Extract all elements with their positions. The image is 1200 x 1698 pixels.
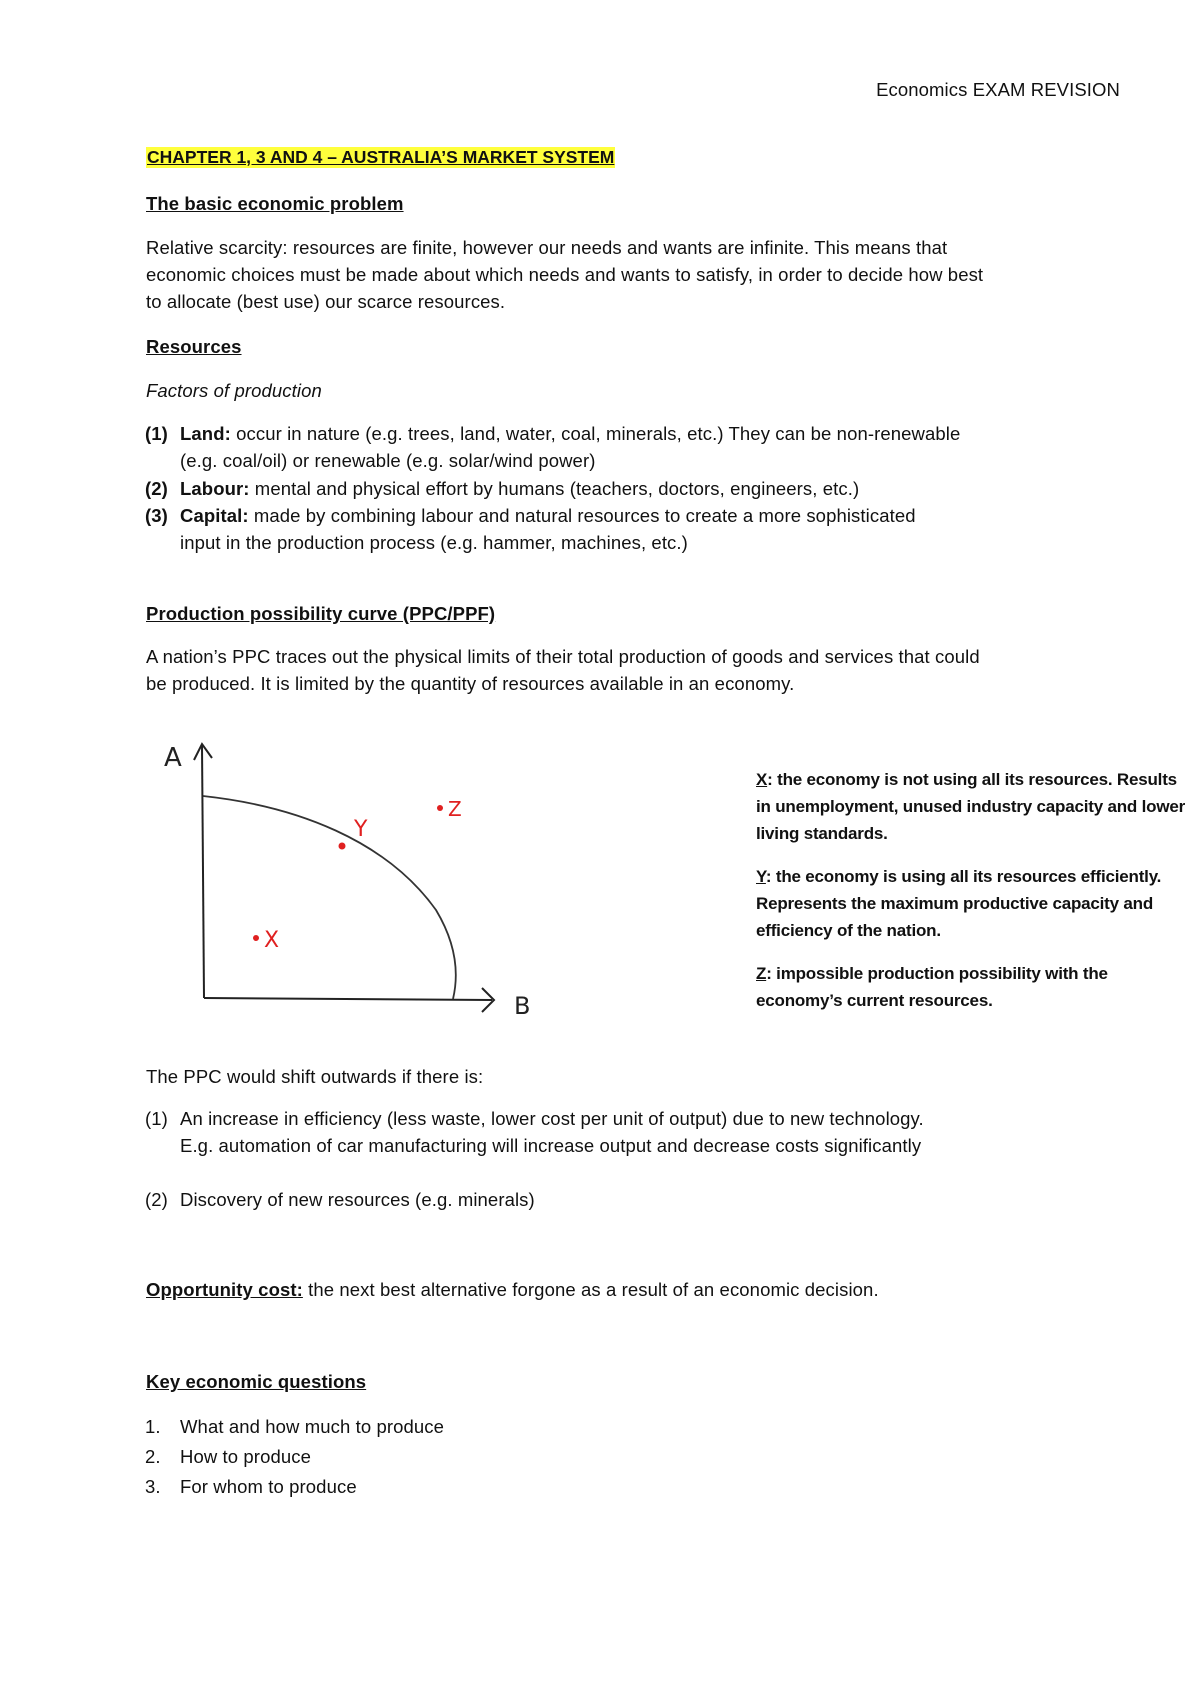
- note-label: X: [756, 770, 768, 789]
- point-z-label: Z: [448, 797, 462, 821]
- list-number: (2): [145, 478, 168, 499]
- shift-item: [145, 1105, 1080, 1159]
- ppc-heading: Production possibility curve (PPC/PPF): [146, 603, 496, 624]
- shift-text: An increase in efficiency (less waste, lower cost per unit of output) due to new technology.: [180, 1108, 924, 1129]
- shift-text-cont: E.g. automation of car manufacturing will increase output and decrease costs significantly: [180, 1135, 922, 1156]
- opportunity-cost-term: Opportunity cost:: [146, 1279, 303, 1300]
- ppc-graph: [146, 730, 566, 1020]
- document-header: Economics EXAM REVISION: [876, 79, 1120, 100]
- factor-text-cont: input in the production process (e.g. hammer, machines, etc.): [180, 532, 688, 553]
- note-text: : the economy is not using all its resources. Results in unemployment, unused industry capacity and lower living standards.: [756, 770, 1186, 843]
- note-label: Y: [756, 867, 766, 886]
- y-axis-line: [202, 746, 204, 998]
- factor-text: occur in nature (e.g. trees, land, water, coal, minerals, etc.) They can be non-renewable: [230, 423, 961, 444]
- note-text: : the economy is using all its resources efficiently. Represents the maximum productive capacity and efficiency of the nation.: [756, 867, 1162, 940]
- factor-text-cont: (e.g. coal/oil) or renewable (e.g. solar/wind power): [180, 450, 596, 471]
- point-x-label: X: [264, 928, 280, 953]
- list-number: 2.: [145, 1446, 161, 1467]
- note-z: [756, 960, 1196, 1014]
- point-y-dot: [339, 843, 346, 850]
- factor-term: Labour:: [180, 478, 250, 499]
- note-text: : impossible production possibility with the economy’s current resources.: [756, 964, 1108, 1010]
- resources-heading: Resources: [146, 336, 242, 357]
- factor-term: Capital:: [180, 505, 249, 526]
- ppc-line: A nation’s PPC traces out the physical limits of their total production of goods and services that could: [146, 646, 980, 667]
- key-questions-heading: Key economic questions: [146, 1371, 367, 1392]
- factor-text: mental and physical effort by humans (teachers, doctors, engineers, etc.): [249, 478, 860, 499]
- list-number: (1): [145, 1108, 168, 1129]
- key-question-item: [145, 1413, 1080, 1440]
- opportunity-cost-text: the next best alternative forgone as a result of an economic decision.: [302, 1279, 879, 1300]
- ppc-paragraph: [146, 643, 1086, 697]
- basic-problem-paragraph: [146, 234, 1086, 315]
- factor-item-capital: [145, 502, 1080, 556]
- opportunity-cost: [146, 1276, 1086, 1303]
- basic-problem-line: Relative scarcity: resources are finite, however our needs and wants are infinite. This means that: [146, 237, 948, 258]
- point-x-dot: [253, 935, 259, 941]
- factors-subheading: Factors of production: [146, 380, 322, 401]
- list-number: 3.: [145, 1476, 161, 1497]
- list-number: 1.: [145, 1416, 161, 1437]
- shift-text: Discovery of new resources (e.g. minerals): [180, 1189, 535, 1210]
- shift-intro: The PPC would shift outwards if there is:: [146, 1066, 484, 1087]
- key-question-item: [145, 1473, 1080, 1500]
- factor-item-labour: [145, 475, 1080, 502]
- point-y-label: Y: [354, 817, 368, 842]
- note-label: Z: [756, 964, 767, 983]
- y-axis-label: A: [164, 743, 182, 773]
- ppc-line: be produced. It is limited by the quantity of resources available in an economy.: [146, 673, 795, 694]
- list-number: (2): [145, 1189, 168, 1210]
- chapter-title: CHAPTER 1, 3 AND 4 – AUSTRALIA’S MARKET SYSTEM: [147, 147, 615, 167]
- basic-problem-line: to allocate (best use) our scarce resources.: [146, 291, 506, 312]
- list-number: (1): [145, 423, 168, 444]
- key-question-text: For whom to produce: [180, 1476, 357, 1497]
- factor-term: Land:: [180, 423, 231, 444]
- ppc-notes: [756, 766, 1196, 1030]
- point-z-dot: [437, 805, 443, 811]
- note-y: [756, 863, 1196, 944]
- x-axis-label: B: [514, 992, 531, 1020]
- factor-item-land: [145, 420, 1080, 474]
- list-number: (3): [145, 505, 168, 526]
- basic-problem-line: economic choices must be made about which needs and wants to satisfy, in order to decide how best: [146, 264, 984, 285]
- key-question-item: [145, 1443, 1080, 1470]
- ppc-curve: [203, 796, 456, 999]
- note-x: [756, 766, 1196, 847]
- basic-problem-heading: The basic economic problem: [146, 193, 404, 214]
- shift-item: [145, 1186, 1080, 1213]
- key-question-text: How to produce: [180, 1446, 311, 1467]
- factor-text: made by combining labour and natural resources to create a more sophisticated: [248, 505, 916, 526]
- key-question-text: What and how much to produce: [180, 1416, 445, 1437]
- x-axis-line: [204, 998, 492, 1000]
